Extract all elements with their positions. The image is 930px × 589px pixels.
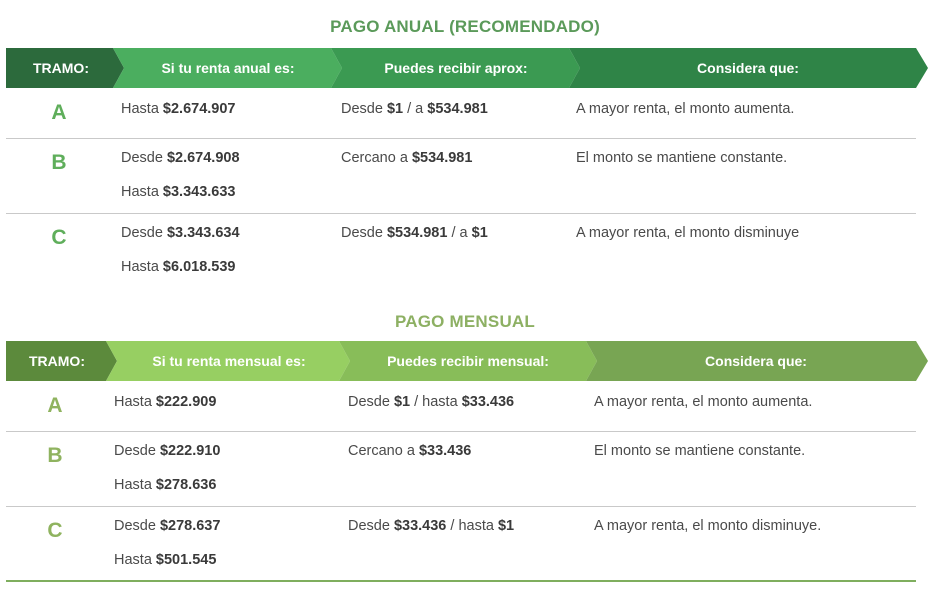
considera-note: El monto se mantiene constante.	[576, 150, 788, 166]
recv-part: / hasta	[446, 518, 498, 534]
tramo-letter: C	[51, 226, 67, 249]
recv-part: / a	[447, 225, 472, 241]
renta-range	[114, 443, 220, 459]
recv-part: Desde	[348, 394, 394, 410]
monto-recibir	[341, 101, 488, 117]
range-prefix: Desde	[121, 150, 167, 166]
annual-row-c	[6, 214, 916, 288]
annual-row-a	[6, 88, 916, 138]
range-value: $3.343.633	[162, 184, 236, 200]
monto-recibir	[348, 443, 471, 459]
range-prefix: Hasta	[114, 552, 156, 568]
recv-value: $1	[497, 518, 515, 534]
range-prefix: Hasta	[121, 101, 163, 117]
recv-part: / a	[403, 101, 428, 117]
recv-value: $534.981	[427, 101, 488, 117]
monto-recibir	[348, 394, 514, 410]
recv-value: $33.436	[461, 394, 515, 410]
renta-range	[121, 225, 240, 241]
renta-range	[121, 101, 236, 117]
annual-header-recibir: Puedes recibir aprox:	[384, 60, 528, 76]
monthly-title: PAGO MENSUAL	[395, 312, 535, 331]
tramo-letter: B	[51, 151, 67, 174]
tramo-letter: C	[47, 519, 63, 542]
renta-range	[114, 518, 220, 534]
annual-header-renta: Si tu renta anual es:	[161, 60, 295, 76]
monthly-row-c	[6, 507, 916, 581]
recv-part: Cercano a	[348, 443, 419, 459]
renta-range	[114, 394, 216, 410]
annual-title: PAGO ANUAL (RECOMENDADO)	[330, 17, 600, 36]
recv-part: / hasta	[410, 394, 462, 410]
annual-header-considera: Considera que:	[697, 60, 799, 76]
monto-recibir	[341, 225, 488, 241]
considera-note: A mayor renta, el monto disminuye	[576, 225, 800, 241]
recv-value: $1	[471, 225, 488, 241]
range-value: $6.018.539	[162, 259, 236, 275]
considera-note: A mayor renta, el monto aumenta.	[594, 394, 813, 410]
monto-recibir	[341, 150, 472, 166]
range-value: $222.909	[155, 394, 217, 410]
range-value: $501.545	[155, 552, 217, 568]
considera-note: A mayor renta, el monto aumenta.	[576, 101, 795, 117]
range-prefix: Desde	[114, 518, 160, 534]
tramo-letter: A	[51, 101, 67, 124]
tramo-letter: B	[47, 444, 63, 467]
monthly-header-tramo: TRAMO:	[29, 353, 85, 369]
range-prefix: Desde	[121, 225, 167, 241]
monthly-header-considera: Considera que:	[705, 353, 807, 369]
recv-value: $33.436	[418, 443, 472, 459]
annual-row-b	[6, 139, 916, 213]
renta-range	[121, 150, 240, 166]
monto-recibir	[348, 518, 514, 534]
range-prefix: Hasta	[121, 184, 163, 200]
renta-range-upper	[121, 259, 236, 275]
annual-header	[6, 48, 930, 88]
annual-header-tramo: TRAMO:	[33, 60, 89, 76]
monthly-header	[6, 341, 930, 381]
range-prefix: Hasta	[114, 394, 156, 410]
renta-range-upper	[114, 552, 216, 568]
renta-range-upper	[114, 477, 216, 493]
monthly-header-recibir: Puedes recibir mensual:	[387, 353, 549, 369]
recv-value: $534.981	[386, 225, 448, 241]
range-prefix: Hasta	[114, 477, 156, 493]
considera-note: El monto se mantiene constante.	[594, 443, 806, 459]
recv-value: $534.981	[411, 150, 473, 166]
range-value: $222.910	[159, 443, 221, 459]
range-value: $278.637	[159, 518, 221, 534]
renta-range-upper	[121, 184, 236, 200]
recv-part: Cercano a	[341, 150, 412, 166]
considera-note: A mayor renta, el monto disminuye.	[594, 518, 822, 534]
recv-value: $1	[393, 394, 411, 410]
range-prefix: Desde	[114, 443, 160, 459]
recv-value: $1	[386, 101, 404, 117]
table-bottom-border	[6, 580, 916, 582]
recv-part: Desde	[341, 225, 387, 241]
recv-part: Desde	[341, 101, 387, 117]
recv-value: $33.436	[393, 518, 447, 534]
range-value: $2.674.908	[166, 150, 240, 166]
range-value: $3.343.634	[166, 225, 240, 241]
monthly-row-b	[6, 432, 916, 506]
range-value: $278.636	[155, 477, 217, 493]
monthly-row-a	[6, 381, 916, 431]
monthly-header-renta: Si tu renta mensual es:	[152, 353, 306, 369]
recv-part: Desde	[348, 518, 394, 534]
tramo-letter: A	[47, 394, 63, 417]
range-prefix: Hasta	[121, 259, 163, 275]
range-value: $2.674.907	[162, 101, 236, 117]
